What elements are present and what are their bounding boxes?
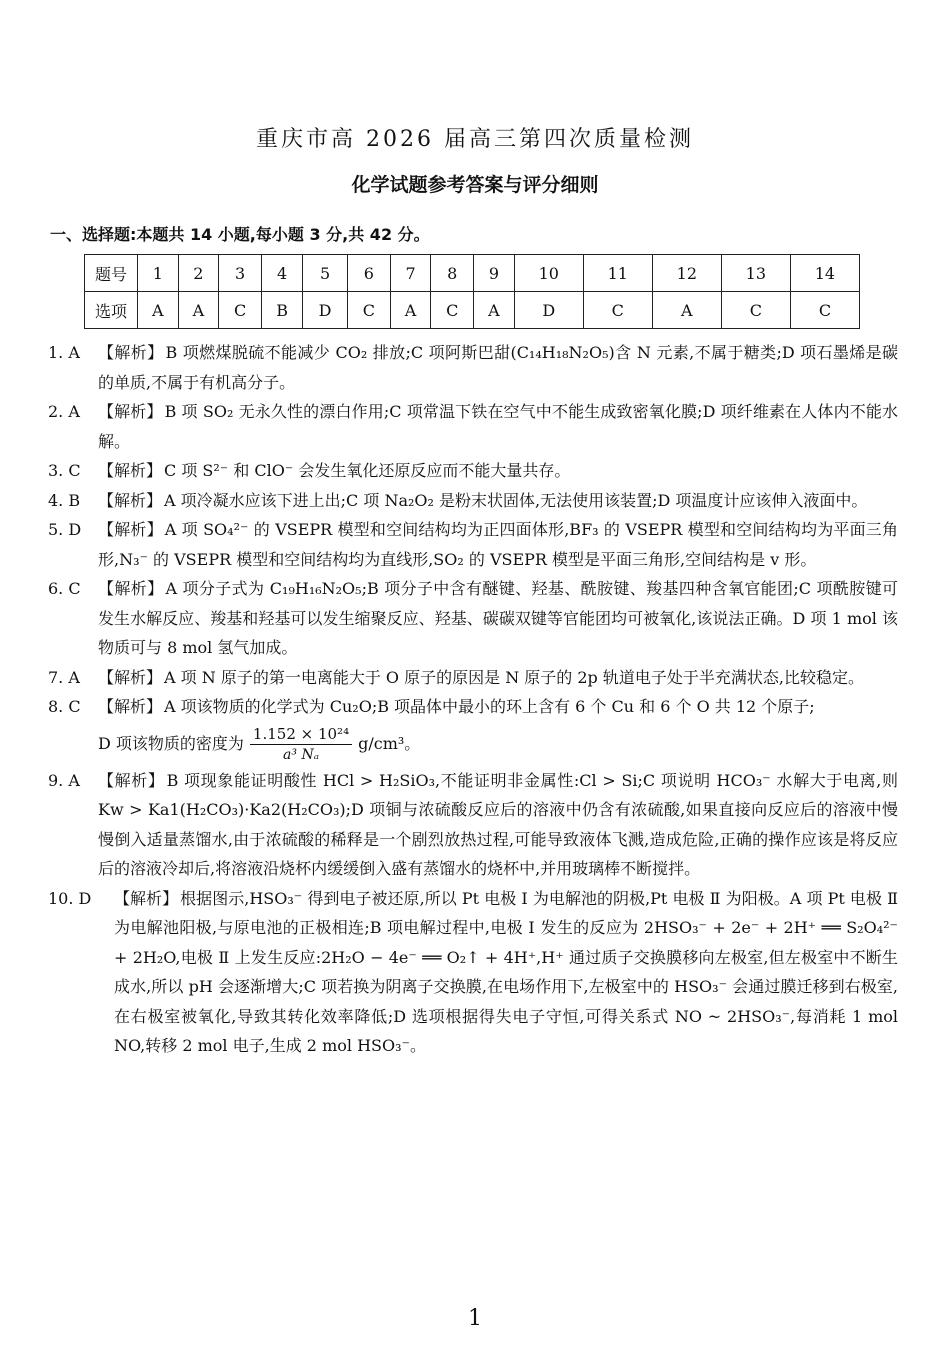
fraction-denominator: a³ Nₐ	[283, 746, 319, 763]
page-title: 重庆市高 2026 届高三第四次质量检测	[256, 127, 694, 152]
explanation-text: B 项现象能证明酸性 HCl > H₂SiO₃,不能证明非金属性:Cl > Si;C 项说明 HCO₃⁻ 水解大于电离,则 Kw > Ka1(H₂CO₃)·Ka2(H₂CO₃);D 项铜与浓硫酸反应后的溶液中仍含有浓硫酸,如果直接向反应后的溶液中慢慢倒入适量蒸馏水,由于浓硫酸的稀释是一个剧烈放热过程,可能导致液体飞溅,造成危险,正确的操作应该是将反应后的溶液冷却后,将溶液沿烧杯内缓缓倒入盛有蒸馏水的烧杯中,并用玻璃棒不断搅拌。	[98, 770, 898, 878]
answer-table-row-label: 选项	[85, 292, 138, 329]
answer-option-cell: A	[652, 292, 721, 329]
analysis-tag: 【解析】	[98, 402, 163, 421]
explanation-item	[48, 456, 898, 486]
explanation-text: D 项该物质的密度为	[98, 733, 244, 753]
question-number-cell: 1	[138, 255, 179, 292]
question-number-cell: 12	[652, 255, 721, 292]
question-number-cell: 11	[583, 255, 652, 292]
explanation-text: B 项燃煤脱硫不能减少 CO₂ 排放;C 项阿斯巴甜(C₁₄H₁₈N₂O₅)含 N 元素,不属于糖类;D 项石墨烯是碳的单质,不属于有机高分子。	[98, 343, 898, 392]
explanation-text: C 项 S²⁻ 和 ClO⁻ 会发生氧化还原反应而不能大量共存。	[164, 461, 571, 480]
answer-option-cell: C	[583, 292, 652, 329]
explanation-item	[48, 884, 898, 1061]
density-formula-line	[98, 722, 898, 766]
question-number-cell: 8	[431, 255, 474, 292]
answer-option-cell: B	[262, 292, 303, 329]
analysis-tag: 【解析】	[98, 490, 163, 510]
answer-table	[84, 254, 860, 329]
question-answer-label: 5. D	[48, 520, 82, 539]
explanation-text: A 项冷凝水应该下进上出;C 项 Na₂O₂ 是粉末状固体,无法使用该装置;D 项温度计应该伸入液面中。	[164, 490, 868, 510]
explanation-item	[48, 692, 898, 766]
question-number-cell: 5	[303, 255, 348, 292]
analysis-tag: 【解析】	[98, 770, 165, 790]
page-subtitle: 化学试题参考答案与评分细则	[351, 174, 599, 196]
question-answer-label: 3. C	[48, 461, 81, 480]
question-number-cell: 7	[390, 255, 431, 292]
question-number-cell: 10	[514, 255, 583, 292]
question-number-cell: 2	[178, 255, 219, 292]
analysis-tag: 【解析】	[98, 461, 163, 480]
analysis-tag: 【解析】	[114, 888, 179, 908]
unit-text: g/cm³。	[358, 733, 421, 753]
explanation-item	[48, 397, 898, 456]
answer-option-cell: C	[347, 292, 390, 329]
question-answer-label: 1. A	[48, 343, 80, 362]
explanation-item	[48, 486, 898, 516]
explanation-text: B 项 SO₂ 无永久性的漂白作用;C 项常温下铁在空气中不能生成致密氧化膜;D 项纤维素在人体内不能水解。	[98, 402, 898, 451]
question-number-cell: 6	[347, 255, 390, 292]
answer-option-cell: C	[431, 292, 474, 329]
explanation-item	[48, 515, 898, 574]
fraction-numerator: 1.152 × 10²⁴	[250, 724, 352, 745]
question-number-cell: 13	[721, 255, 790, 292]
explanation-text: A 项 N 原子的第一电离能大于 O 原子的原因是 N 原子的 2p 轨道电子处于半充满状态,比较稳定。	[164, 667, 864, 687]
answer-option-cell: D	[514, 292, 583, 329]
question-number-cell: 14	[790, 255, 859, 292]
question-answer-label: 10. D	[48, 888, 92, 908]
explanation-text: A 项该物质的化学式为 Cu₂O;B 项晶体中最小的环上含有 6 个 Cu 和 6 个 O 共 12 个原子;	[164, 697, 815, 716]
question-answer-label: 8. C	[48, 697, 81, 716]
section-heading: 一、选择题:本题共 14 小题,每小题 3 分,共 42 分。	[50, 225, 430, 244]
answer-option-cell: C	[790, 292, 859, 329]
explanation-item	[48, 766, 898, 884]
answer-option-cell: A	[474, 292, 515, 329]
question-answer-label: 7. A	[48, 667, 80, 687]
explanation-text: A 项分子式为 C₁₉H₁₆N₂O₅;B 项分子中含有醚键、羟基、酰胺键、羧基四种含氧官能团;C 项酰胺键可发生水解反应、羧基和羟基可以发生缩聚反应、羟基、碳碳双键等官能团均可被氧化,该说法正确。D 项 1 mol 该物质可与 8 mol 氢气加成。	[98, 579, 898, 657]
answer-option-cell: A	[178, 292, 219, 329]
question-answer-label: 2. A	[48, 402, 80, 421]
analysis-tag: 【解析】	[98, 697, 163, 716]
answer-table-row-label: 题号	[85, 255, 138, 292]
analysis-tag: 【解析】	[98, 667, 163, 687]
explanation-text: A 项 SO₄²⁻ 的 VSEPR 模型和空间结构均为正四面体形,BF₃ 的 VSEPR 模型和空间结构均为平面三角形,N₃⁻ 的 VSEPR 模型和空间结构均为直线形,SO₂ 的 VSEPR 模型是平面三角形,空间结构是 v 形。	[98, 520, 898, 569]
answer-option-cell: A	[138, 292, 179, 329]
answer-option-cell: A	[390, 292, 431, 329]
density-fraction	[250, 724, 352, 765]
explanation-text: 根据图示,HSO₃⁻ 得到电子被还原,所以 Pt 电极 Ⅰ 为电解池的阴极,Pt 电极 Ⅱ 为阳极。A 项 Pt 电极 Ⅱ 为电解池阳极,与原电池的正极相连;B 项电解过程中,电极 Ⅰ 发生的反应为 2HSO₃⁻ + 2e⁻ + 2H⁺ ══ S₂O₄²⁻ + 2H₂O,电极 Ⅱ 上发生反应:2H₂O − 4e⁻ ══ O₂↑ + 4H⁺,H⁺ 通过质子交换膜移向左极室,但左极室中不断生成水,所以 pH 会逐渐增大;C 项若换为阴离子交换膜,在电场作用下,左极室中的 HSO₃⁻ 会通过膜迁移到右极室,在右极室被氧化,导致其转化效率降低;D 选项根据得失电子守恒,可得关系式 NO ~ 2HSO₃⁻,每消耗 1 mol NO,转移 2 mol 电子,生成 2 mol HSO₃⁻。	[114, 888, 898, 1055]
question-number-cell: 9	[474, 255, 515, 292]
explanation-item	[48, 663, 898, 693]
page-number: 1	[468, 1306, 482, 1331]
question-number-cell: 4	[262, 255, 303, 292]
question-answer-label: 9. A	[48, 770, 80, 790]
answer-option-cell: C	[721, 292, 790, 329]
question-number-cell: 3	[219, 255, 262, 292]
answer-table-number-row	[85, 255, 860, 292]
question-answer-label: 6. C	[48, 579, 81, 598]
answer-table-option-row	[85, 292, 860, 329]
question-answer-label: 4. B	[48, 490, 81, 510]
analysis-tag: 【解析】	[98, 520, 163, 539]
explanation-item	[48, 574, 898, 663]
explanation-list	[48, 338, 898, 1061]
explanation-item	[48, 338, 898, 397]
analysis-tag: 【解析】	[98, 343, 164, 362]
analysis-tag: 【解析】	[98, 579, 164, 598]
answer-option-cell: C	[219, 292, 262, 329]
answer-option-cell: D	[303, 292, 348, 329]
